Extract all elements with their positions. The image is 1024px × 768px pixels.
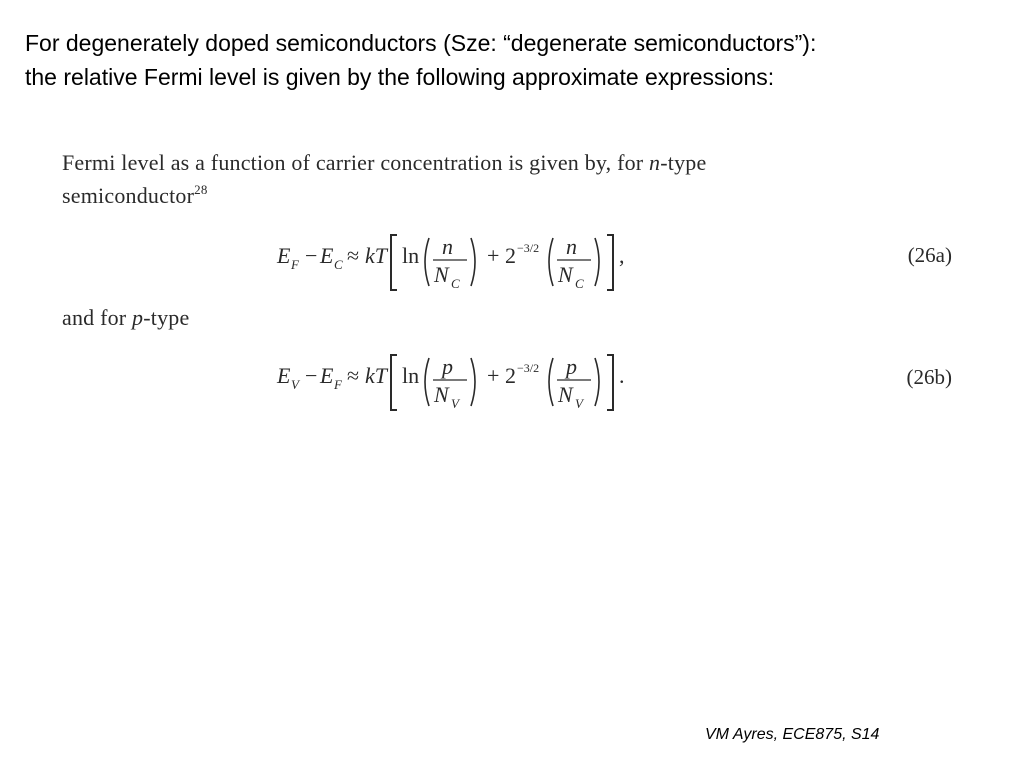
eq-b-exp: −3/2 [517,361,540,375]
equation-26b-svg [277,350,697,420]
equation-number-26a: (26a) [907,243,952,267]
intro-line-1: For degenerately doped semiconductors (Sze: “degenerate semiconductors”): [25,30,817,56]
equation-26b [277,350,697,426]
eq-b-E1: E [277,363,291,388]
right-paren-2 [595,358,599,406]
excerpt-line-3-pre: and for [62,305,133,330]
eq-a-approx: ≈ [347,243,360,268]
footer-credit: VM Ayres, ECE875, S14 [705,726,880,743]
eq-a-two: 2 [505,243,516,268]
eq-b-plus: + [487,363,500,388]
excerpt-line-3 [62,305,189,331]
eq-a-minus: − [305,243,318,268]
equation-26a-svg [277,230,697,300]
eq-a-num2: n [566,234,577,259]
eq-a-den2-sub: C [575,276,584,291]
eq-b-minus: − [305,363,318,388]
eq-b-den1: N [434,382,449,407]
eq-b-ln: ln [402,363,420,388]
eq-b-E2: E [320,363,334,388]
eq-b-den2: N [558,382,573,407]
eq-b-two: 2 [505,363,516,388]
eq-b-sub1: V [291,377,299,392]
left-paren-2 [549,358,553,406]
textbook-excerpt-image [62,150,952,410]
left-bracket [391,235,397,290]
eq-b-num1: p [442,354,453,379]
excerpt-line-1-pre: Fermi level as a function of carrier concentration is given by, for [62,150,650,175]
left-paren [425,358,429,406]
intro-line-2: the relative Fermi level is given by the following approximate expressions: [25,64,775,90]
equation-number-26b: (26b) [906,365,952,389]
right-bracket [607,355,613,410]
right-paren [471,238,475,286]
eq-b-num2: p [566,354,577,379]
eq-a-E1: E [277,243,291,268]
eq-a-E2: E [320,243,334,268]
eq-b-sub2: F [334,377,342,392]
excerpt-line-2-text: semiconductor [62,183,195,208]
excerpt-line-1 [62,150,706,176]
eq-a-den1-sub: C [451,276,460,291]
excerpt-line-3-var: p [132,305,144,330]
left-paren [425,238,429,286]
left-paren-2 [549,238,553,286]
eq-a-den1: N [434,262,449,287]
excerpt-line-2 [62,182,208,209]
eq-a-sub1: F [291,257,299,272]
eq-a-den2: N [558,262,573,287]
intro-text [25,26,1015,94]
eq-b-tail: . [619,363,625,388]
excerpt-line-1-post: -type [660,150,707,175]
eq-b-kT: kT [365,363,387,388]
eq-a-tail: , [619,243,625,268]
eq-b-den2-sub: V [575,396,583,411]
eq-b-approx: ≈ [347,363,360,388]
eq-a-num1: n [442,234,453,259]
right-paren [471,358,475,406]
eq-a-kT: kT [365,243,387,268]
excerpt-line-1-var: n [649,150,661,175]
excerpt-line-3-post: -type [143,305,190,330]
eq-a-plus: + [487,243,500,268]
reference-number: 28 [194,182,208,197]
eq-a-sub2: C [334,257,343,272]
right-bracket [607,235,613,290]
equation-26a [277,230,697,306]
eq-b-den1-sub: V [451,396,459,411]
eq-a-ln: ln [402,243,420,268]
right-paren-2 [595,238,599,286]
left-bracket [391,355,397,410]
eq-a-exp: −3/2 [517,241,540,255]
